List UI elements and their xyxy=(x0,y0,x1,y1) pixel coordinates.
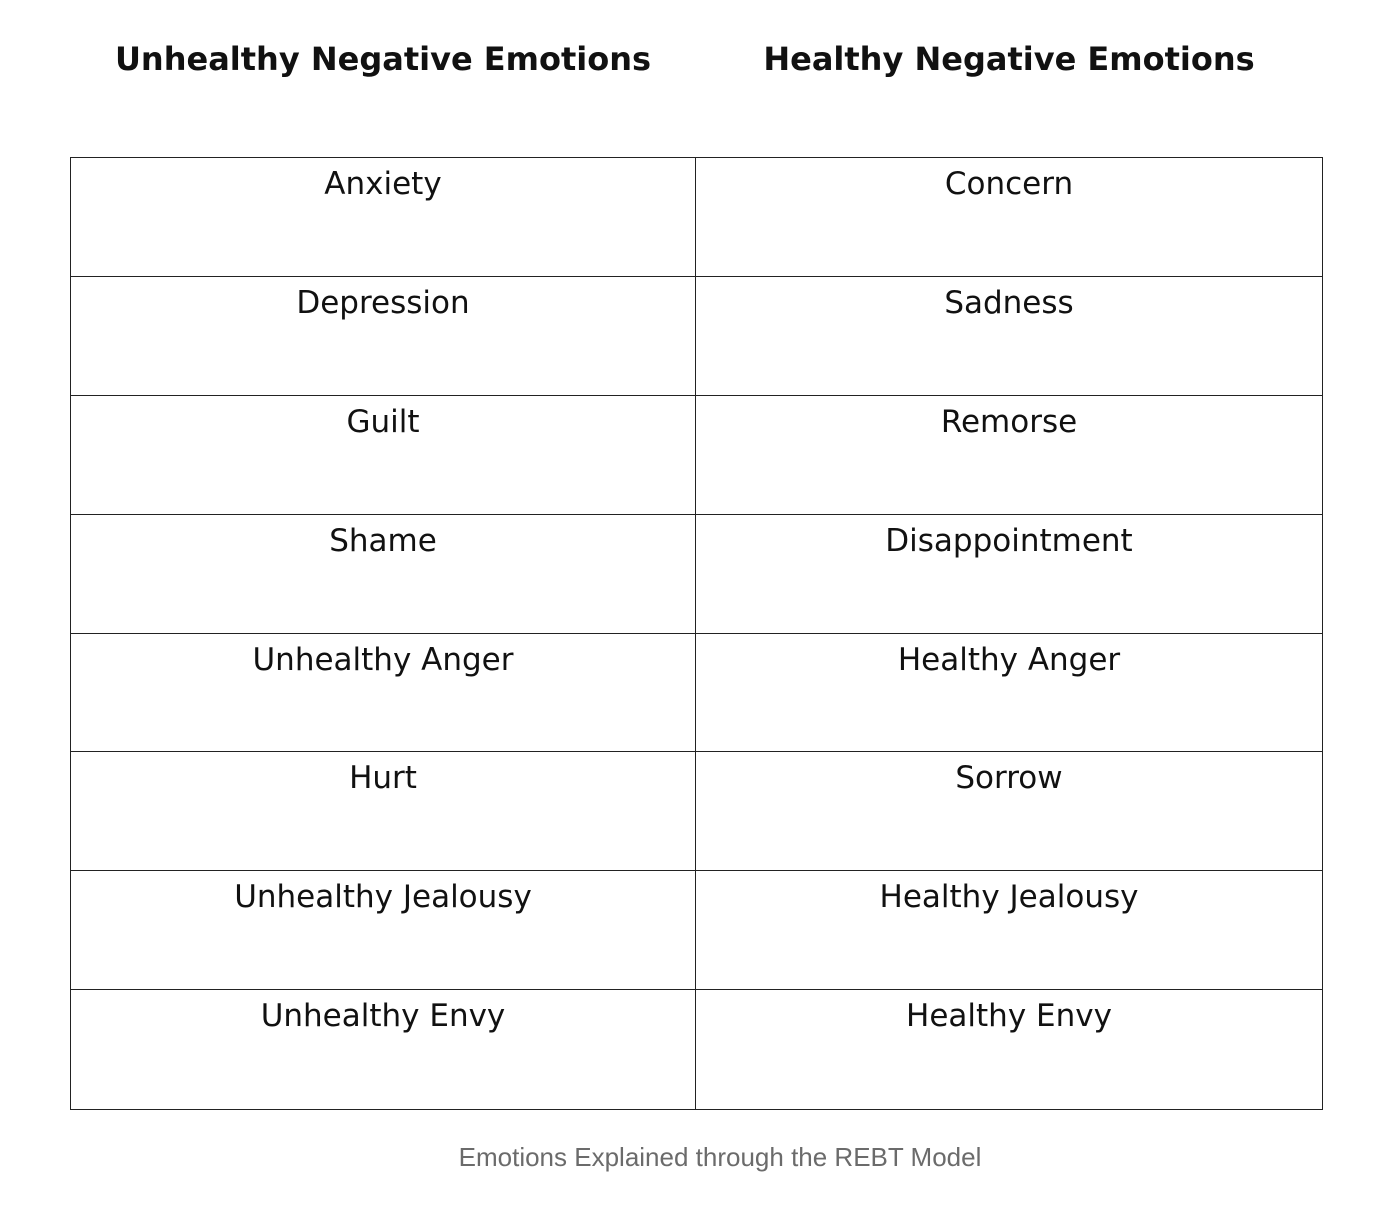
healthy-column-header: Healthy Negative Emotions xyxy=(763,40,1255,78)
unhealthy-emotion-cell: Shame xyxy=(71,515,696,634)
unhealthy-emotion-cell: Anxiety xyxy=(71,158,696,277)
healthy-emotion-cell: Healthy Anger xyxy=(696,634,1322,753)
unhealthy-column-header: Unhealthy Negative Emotions xyxy=(114,40,652,78)
figure-caption: Emotions Explained through the REBT Model xyxy=(458,1142,982,1172)
unhealthy-emotion-cell: Unhealthy Jealousy xyxy=(71,871,696,990)
unhealthy-emotion-cell: Unhealthy Envy xyxy=(71,990,696,1109)
unhealthy-emotion-cell: Guilt xyxy=(71,396,696,515)
unhealthy-emotion-cell: Hurt xyxy=(71,752,696,871)
healthy-emotion-cell: Remorse xyxy=(696,396,1322,515)
healthy-emotion-cell: Disappointment xyxy=(696,515,1322,634)
healthy-emotion-cell: Healthy Envy xyxy=(906,998,1112,1035)
emotions-table xyxy=(70,157,1323,1110)
healthy-emotion-cell: Sorrow xyxy=(696,752,1322,871)
unhealthy-emotion-cell: Unhealthy Anger xyxy=(71,634,696,753)
healthy-emotion-cell: Concern xyxy=(696,158,1322,277)
healthy-emotion-cell: Healthy Jealousy xyxy=(696,871,1322,990)
unhealthy-emotion-cell: Depression xyxy=(71,277,696,396)
healthy-emotion-cell: Sadness xyxy=(696,277,1322,396)
